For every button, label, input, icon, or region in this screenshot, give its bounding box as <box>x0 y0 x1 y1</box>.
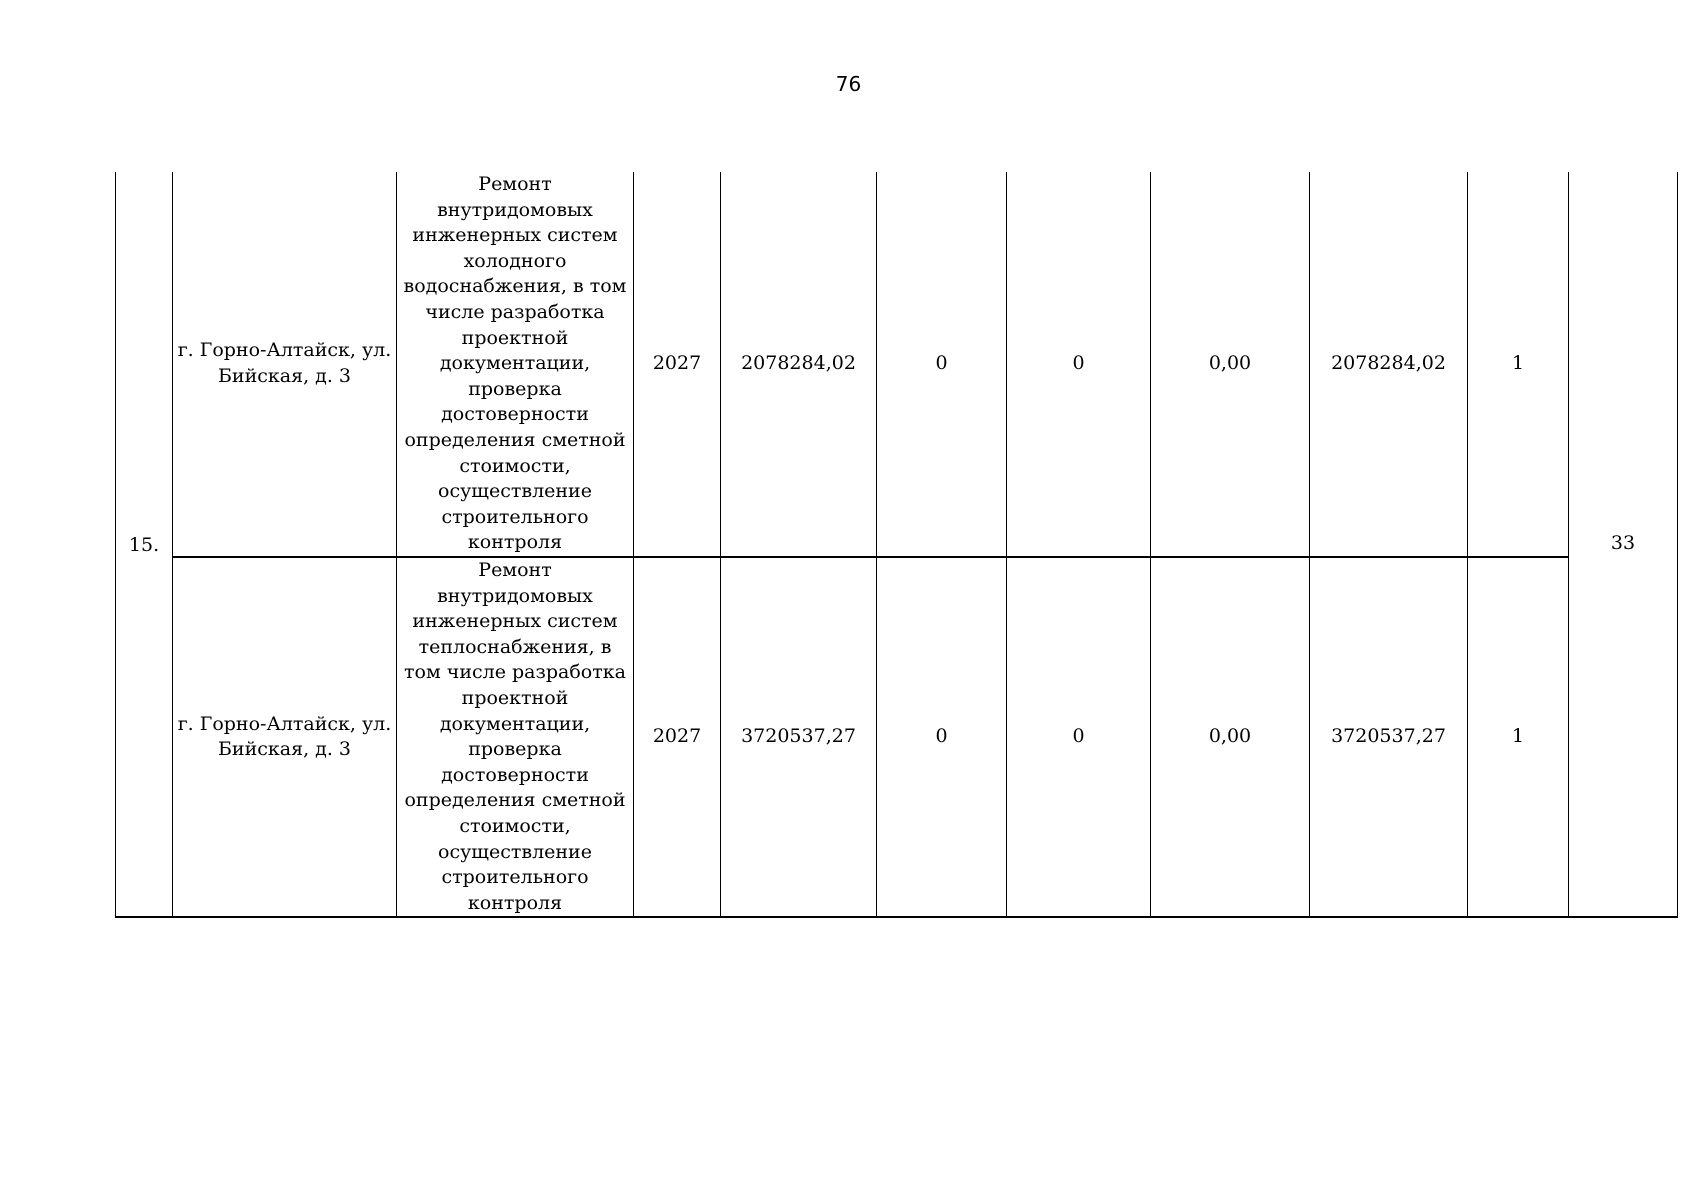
value-cell-8: 2078284,02 <box>1310 172 1468 557</box>
works-table <box>115 172 1678 918</box>
work-description-cell: Ремонт внутридомовых инженерных систем холодного водоснабжения, в том числе разработка проектной документации, проверка достоверности определения сметной стоимости, осуществление строительного контроля <box>397 172 634 557</box>
value-cell-9: 1 <box>1468 172 1569 557</box>
address-cell: г. Горно-Алтайск, ул. Бийская, д. 3 <box>173 172 397 557</box>
table-row <box>116 172 1678 557</box>
value-cell-6: 0 <box>1007 557 1151 917</box>
right-number: 33 <box>1610 532 1636 555</box>
value-cell-9: 1 <box>1468 557 1569 917</box>
row-number-cell <box>116 172 173 917</box>
year-cell: 2027 <box>634 557 721 917</box>
table-row <box>116 557 1678 917</box>
right-number-cell <box>1569 172 1678 917</box>
total-cost-cell: 2078284,02 <box>721 172 877 557</box>
total-cost-cell: 3720537,27 <box>721 557 877 917</box>
row-number: 15. <box>128 533 160 556</box>
work-description-cell: Ремонт внутридомовых инженерных систем теплоснабжения, в том числе разработка проектной документации, проверка достоверности определения сметной стоимости, осуществление строительного контроля <box>397 557 634 917</box>
address-cell: г. Горно-Алтайск, ул. Бийская, д. 3 <box>173 557 397 917</box>
value-cell-6: 0 <box>1007 172 1151 557</box>
page-number: 76 <box>835 72 862 96</box>
year-cell: 2027 <box>634 172 721 557</box>
value-cell-5: 0 <box>877 557 1007 917</box>
value-cell-5: 0 <box>877 172 1007 557</box>
value-cell-7: 0,00 <box>1151 557 1310 917</box>
value-cell-7: 0,00 <box>1151 172 1310 557</box>
value-cell-8: 3720537,27 <box>1310 557 1468 917</box>
